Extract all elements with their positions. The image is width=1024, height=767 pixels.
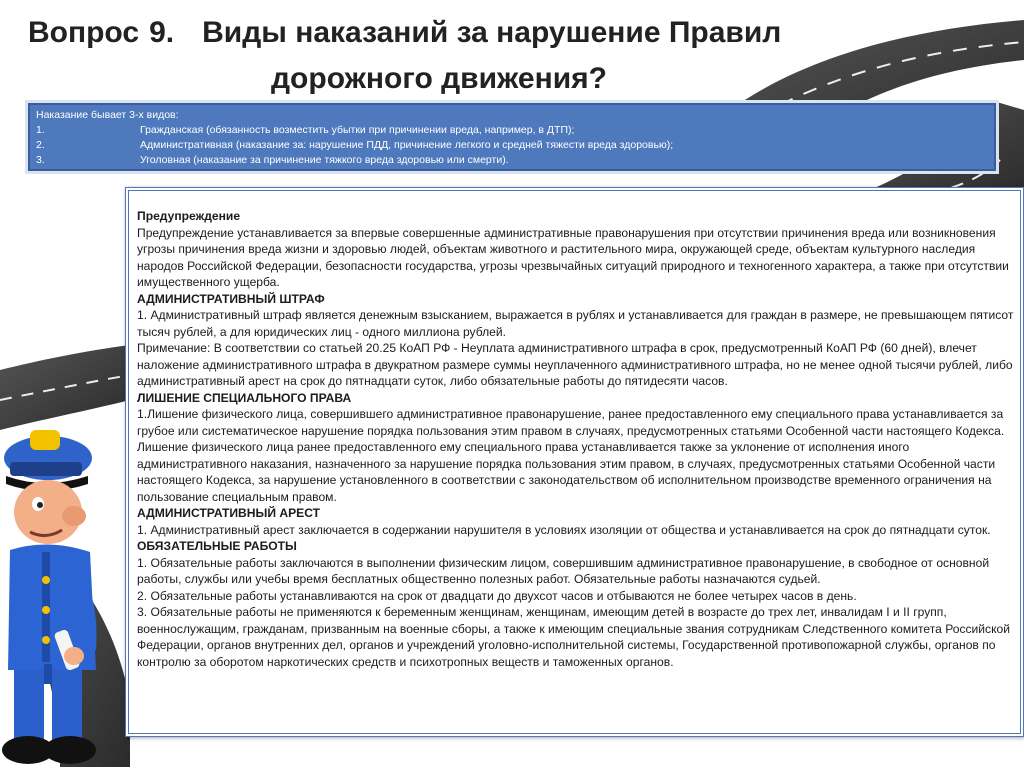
- title-prefix: Вопрос: [28, 16, 140, 49]
- work-item: 2. Обязательные работы устанавливаются на срок от двадцати до двухсот часов и отбываются не более четырех часов в день.: [137, 588, 857, 603]
- title-line-1: [28, 10, 928, 56]
- fine-text: 1. Административный штраф является денежным взысканием, выражается в рублях и устанавливается для граждан в размере, не превышающем пятисот тысяч рублей, а для юридических лиц - одного миллиона рублей.: [137, 308, 1014, 339]
- section-header-work: ОБЯЗАТЕЛЬНЫЕ РАБОТЫ: [137, 539, 297, 553]
- punishment-types-box: [28, 103, 996, 171]
- deprivation-text: 1.Лишение физического лица, совершившего административное правонарушение, ранее предоставленного ему специального права устанавливается за грубое или систематическое нарушение порядка пользования этим правом в случаях, предусмотренных статьями Особенной части настоящего Кодекса. Лишение физического лица ранее предоставленного ему специального права устанавливается также за уклонение от исполнения иного административного наказания, назначенного за нарушение порядка пользования этим правом, в случаях, предусмотренных статьями Особенной части настоящего Кодекса, за нарушение установленного в соответствии с законодательством об исполнительном производстве временного ограничения на пользование специальным правом.: [137, 407, 1005, 504]
- types-item-text: Гражданская (обязанность возместить убытки при причинении вреда, например, в ДТП);: [140, 124, 575, 136]
- section-header-warning: Предупреждение: [137, 209, 241, 223]
- types-intro: Наказание бывает 3-х видов:: [36, 109, 179, 121]
- punishments-detail-box: [125, 187, 1024, 737]
- types-item: [36, 153, 988, 168]
- page-title: [28, 10, 928, 102]
- work-item: 1. Обязательные работы заключаются в выполнении физическим лицом, совершившим административное правонарушение, в свободное от основной работы, службы или учебы время бесплатных общественно полезных работ. Обязательные работы назначаются судьей.: [137, 555, 990, 586]
- warning-text: Предупреждение устанавливается за впервые совершенные административные правонарушения при отсутствии причинения вреда или возникновения угрозы причинения вреда жизни и здоровью людей, объектам животного и растительного мира, окружающей среде, объектам культурного наследия народов Российской Федерации, безопасности государства, угрозы чрезвычайных ситуаций природного и техногенного характера, а также при отсутствии имущественного ущерба.: [137, 225, 1009, 289]
- types-item-number: 2.: [36, 139, 45, 151]
- types-item: [36, 123, 988, 138]
- title-line-2: дорожного движения?: [271, 62, 607, 95]
- section-header-fine: АДМИНИСТРАТИВНЫЙ ШТРАФ: [137, 291, 325, 306]
- title-main-text: Виды наказаний за нарушение Правил: [202, 16, 782, 49]
- section-header-deprivation: ЛИШЕНИЕ СПЕЦИАЛЬНОГО ПРАВА: [137, 390, 352, 405]
- fine-note: Примечание: В соответствии со статьей 20.25 КоАП РФ - Неуплата административного штрафа в срок, предусмотренный КоАП РФ (60 дней), влечет наложение административного штрафа в двукратном размере суммы неуплаченного административного штрафа, но не менее одной тысячи рублей, либо административный арест на срок до пятнадцати суток, либо обязательные работы до пятидесяти часов.: [137, 341, 1013, 388]
- types-item: [36, 138, 988, 153]
- arrest-text: 1. Административный арест заключается в содержании нарушителя в условиях изоляции от общества и устанавливается на срок до пятнадцати суток.: [137, 522, 991, 537]
- section-header-arrest: АДМИНИСТРАТИВНЫЙ АРЕСТ: [137, 506, 321, 520]
- police-officer-illustration: [0, 420, 130, 767]
- title-number: 9.: [149, 16, 175, 49]
- types-item-number: 1.: [36, 124, 45, 136]
- types-item-text: Уголовная (наказание за причинение тяжкого вреда здоровью или смерти).: [140, 154, 509, 166]
- types-item-number: 3.: [36, 154, 45, 166]
- work-item: 3. Обязательные работы не применяются к беременным женщинам, женщинам, имеющим детей в возрасте до трех лет, инвалидам I и II групп, военнослужащим, гражданам, призванным на военные сборы, а также к имеющим специальные звания сотрудникам Следственного комитета Российской Федерации, органов внутренних дел, органов и учреждений уголовно-исполнительной системы, Государственной противопожарной службы, органов по контролю за оборотом наркотических средств и психотропных веществ и таможенных органов.: [137, 605, 1011, 669]
- types-item-text: Административная (наказание за: нарушение ПДД, причинение легкого и средней тяжести вреда здоровью);: [140, 139, 674, 151]
